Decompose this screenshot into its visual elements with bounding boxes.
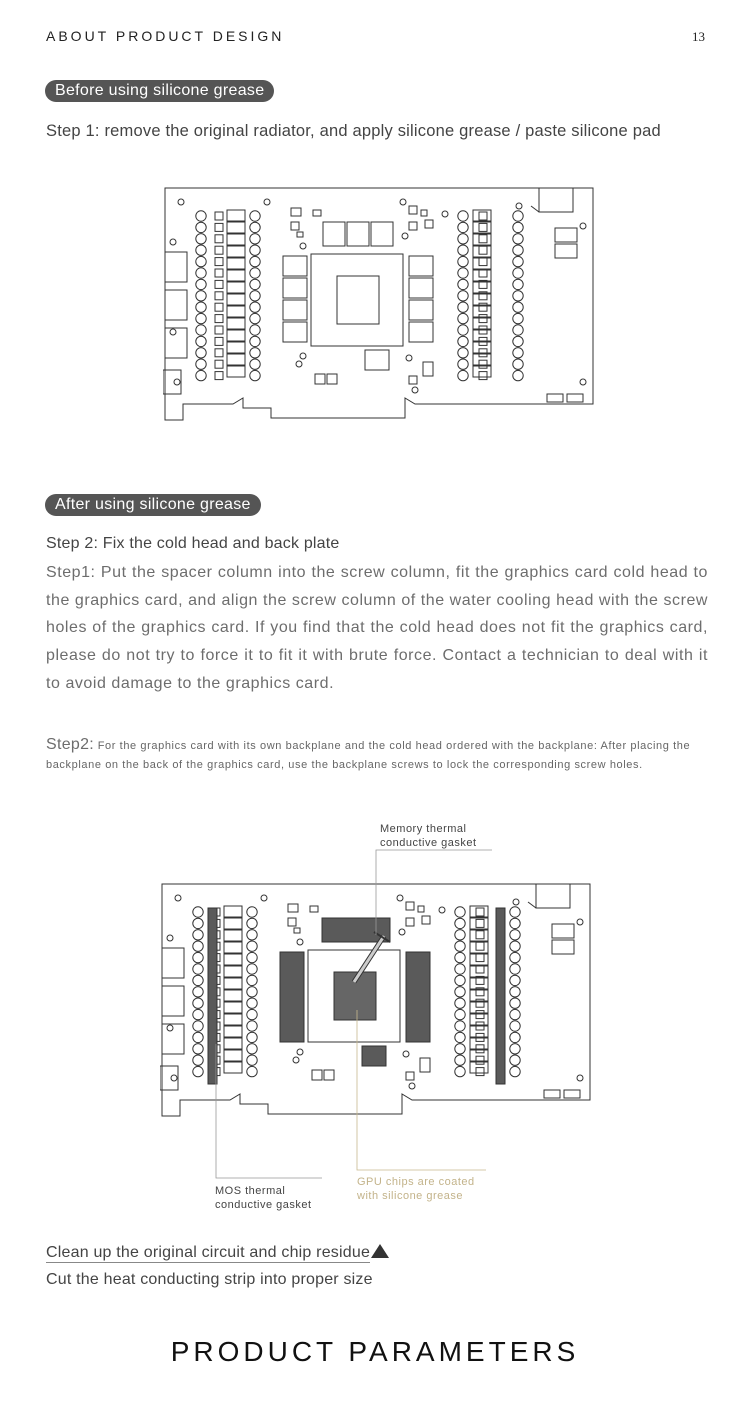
memory-callout-line2: conductive gasket (380, 837, 477, 849)
header-title: ABOUT PRODUCT DESIGN (46, 28, 285, 44)
step2-body: For the graphics card with its own backplane and the cold head ordered with the backplane: After placing the backplane on the back of the graphics card, use the backplane screws to lock the corresponding screw holes. (46, 740, 691, 771)
mos-callout-line1: MOS thermal (215, 1185, 286, 1197)
step2-lead: Step2: (46, 736, 95, 753)
note-cut-strip: Cut the heat conducting strip into proper size (46, 1271, 373, 1288)
step2-title: Step 2: Fix the cold head and back plate (46, 535, 340, 552)
triangle-icon (371, 1244, 389, 1258)
page-number: 13 (692, 29, 705, 44)
note-clean-residue (46, 1244, 389, 1262)
memory-callout-line1: Memory thermal (380, 823, 467, 835)
step1-instruction: Step 1: remove the original radiator, and apply silicone grease / paste silicone pad (46, 122, 661, 140)
mos-callout-line2: conductive gasket (215, 1199, 312, 1211)
gpu-callout-line2: with silicone grease (357, 1190, 463, 1202)
section-heading-product-parameters: PRODUCT PARAMETERS (170, 1336, 580, 1367)
note-clean-text: Clean up the original circuit and chip residue (46, 1244, 371, 1261)
gpu-callout-line1: GPU chips are coated (357, 1176, 475, 1188)
step1-paragraph: Step1: Put the spacer column into the screw column, fit the graphics card cold head to the graphics card, and align the screw column of the water cooling head with the screw holes of the graphics card. If you find that the cold head does not fit the graphics card, please do not try to force it to fit it with brute force. Contact a technician to deal with it to avoid damage to the graphics card. (46, 564, 708, 692)
before-section-label: Before using silicone grease (45, 80, 274, 102)
after-section-label: After using silicone grease (45, 494, 261, 516)
